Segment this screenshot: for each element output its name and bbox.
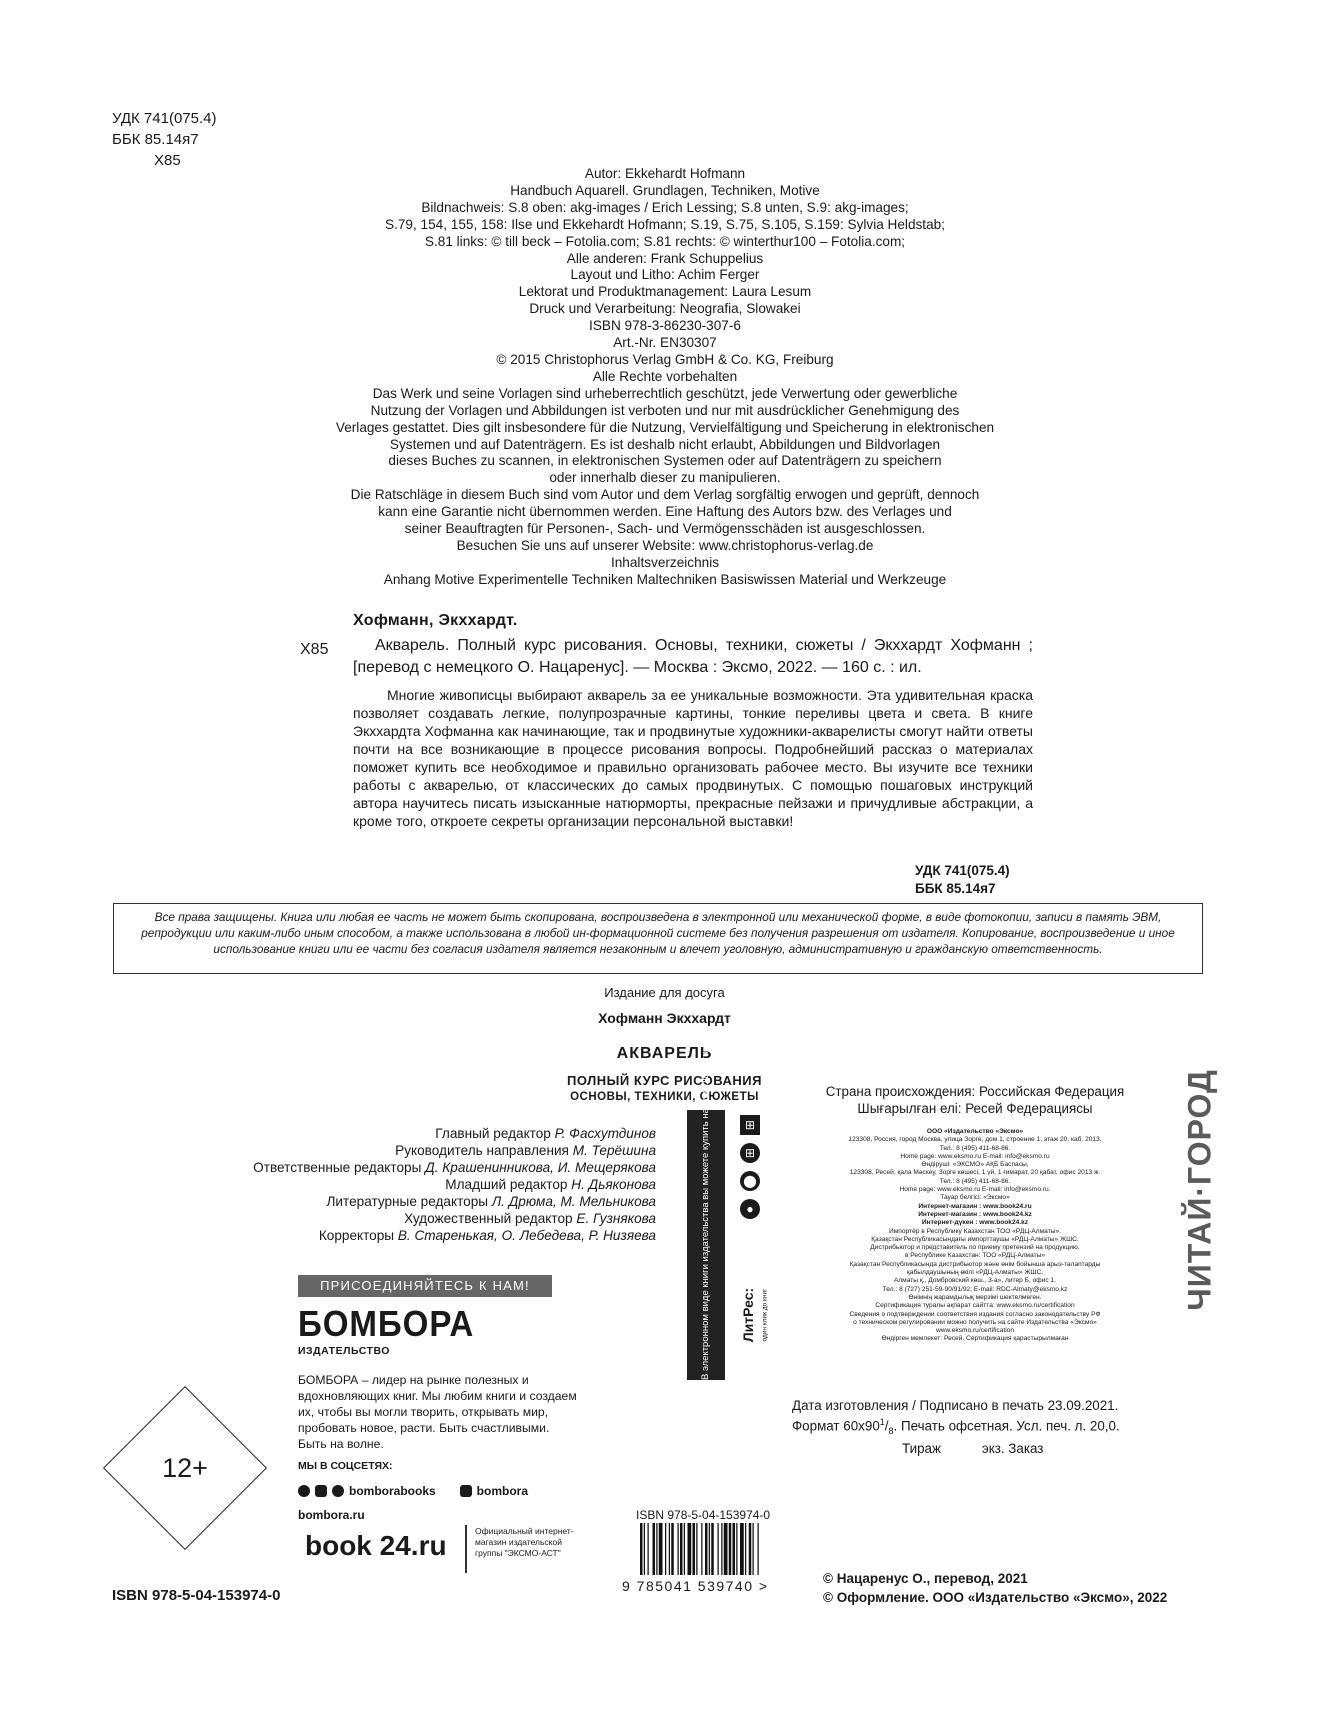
facebook-icon bbox=[298, 1485, 310, 1497]
windows-icon: ⊞ bbox=[740, 1115, 760, 1135]
udk-block-right bbox=[915, 862, 1010, 898]
barcode-bar bbox=[709, 1523, 710, 1575]
barcode-bar bbox=[696, 1523, 697, 1575]
edition-subtitle-secondary: ОСНОВЫ, ТЕХНИКИ, СЮЖЕТЫ bbox=[570, 1091, 759, 1103]
publisher-line: Home page: www.eksmo.ru E-mail: info@eksmo.ru. bbox=[899, 1186, 1051, 1194]
litres-logo: ЛитРес: bbox=[740, 1287, 756, 1343]
publisher-line: Тел.: 8 (495) 411-68-86. bbox=[939, 1177, 1011, 1185]
publisher-line: қабылдаушының өкілі «РДЦ-Алматы» ЖШС, bbox=[906, 1269, 1044, 1277]
imprint-line: Verlages gestattet. Dies gilt insbesondere für die Nutzung, Vervielfältigung und Speicherung in elektronischen bbox=[335, 419, 995, 435]
print-date: Дата изготовления / Подписано в печать 23.09.2021. bbox=[792, 1398, 1119, 1413]
publisher-line: Тел.: 8 (495) 411-68-86. bbox=[939, 1144, 1011, 1152]
publisher-line: www.eksmo.ru/certification bbox=[935, 1327, 1015, 1335]
publisher-line: Интернет-магазин : www.book24.ru bbox=[918, 1202, 1032, 1210]
country-of-origin bbox=[790, 1083, 1160, 1117]
udk-block-top bbox=[112, 108, 216, 171]
imprint-line: © 2015 Christophorus Verlag GmbH & Co. KG, Freiburg bbox=[496, 351, 834, 367]
imprint-line: S.81 links: © till beck – Fotolia.com; S.81 rechts: © winterthur100 – Fotolia.com; bbox=[424, 233, 906, 249]
barcode-isbn-label: ISBN 978-5-04-153974-0 bbox=[636, 1508, 771, 1522]
barcode-bar bbox=[740, 1523, 744, 1575]
social-links bbox=[298, 1484, 528, 1498]
publisher-line: Интернет-дүкен : www.book24.kz bbox=[921, 1219, 1029, 1227]
imprint-line: Layout und Litho: Achim Ferger bbox=[570, 267, 760, 283]
imprint-line: Bildnachweis: S.8 oben: akg-images / Erich Lessing; S.8 unten, S.9: akg-images; bbox=[421, 199, 909, 215]
barcode-bar bbox=[701, 1523, 702, 1575]
barcode-bar bbox=[736, 1523, 737, 1575]
barcode-bar bbox=[659, 1523, 663, 1575]
book24-description: Официальный интернет-магазин издательской группы "ЭКСМО-АСТ" bbox=[475, 1526, 574, 1558]
imprint-line: Alle Rechte vorbehalten bbox=[592, 368, 738, 384]
barcode-bar bbox=[680, 1523, 683, 1575]
chitai-gorod-logo: ЧИТАЙ·ГОРОД bbox=[1181, 1069, 1218, 1311]
print-info bbox=[792, 1397, 1120, 1457]
imprint-line: oder innerhalb dieser zu manipulieren. bbox=[549, 470, 781, 486]
social-handle[interactable]: bombora bbox=[476, 1484, 529, 1498]
original-imprint bbox=[280, 166, 1050, 589]
imprint-line: Die Ratschläge in diesem Buch sind vom Autor und dem Verlag sorgfältig erwogen und geprüft, dennoch bbox=[350, 487, 980, 503]
barcode-bar bbox=[653, 1523, 656, 1575]
apple-icon: ● bbox=[740, 1199, 760, 1219]
divider bbox=[465, 1525, 467, 1573]
litres-strip-text: В электронном виде книги издательства вы можете купить на www.litres.ru bbox=[700, 1051, 711, 1380]
barcode-bar bbox=[640, 1523, 643, 1575]
barcode-bar bbox=[678, 1523, 679, 1575]
imprint-line: seiner Beauftragten für Personen-, Sach- und Vermögensschäden ist ausgeschlossen. bbox=[404, 521, 926, 537]
editorial-staff bbox=[253, 1125, 656, 1244]
edition-subtitle: ПОЛНЫЙ КУРС РИСОВАНИЯ bbox=[567, 1073, 762, 1088]
edition-type: Издание для досуга bbox=[604, 985, 725, 1000]
barcode-bar bbox=[644, 1523, 645, 1575]
barcode-bar bbox=[724, 1523, 728, 1575]
windows-phone-icon: ⊞ bbox=[740, 1143, 760, 1163]
publisher-line: Сертификация туралы ақпарат сайтта: www.eksmo.ru/certification bbox=[875, 1302, 1075, 1310]
staff-line: Главный редактор Р. Фасхутдинов bbox=[435, 1126, 656, 1141]
barcode-bar bbox=[758, 1523, 759, 1575]
instagram-icon bbox=[332, 1485, 344, 1497]
imprint-line: kann eine Garantie nicht übernommen werden. Eine Haftung des Autors bzw. des Verlages und bbox=[378, 504, 952, 520]
imprint-line: Handbuch Aquarell. Grundlagen, Techniken, Motive bbox=[510, 182, 820, 198]
imprint-line: Anhang Motive Experimentelle Techniken Maltechniken Basiswissen Material und Werkzeuge bbox=[383, 571, 947, 587]
imprint-line: Systemen und auf Datenträgern. Es ist deshalb nicht erlaubt, Abbildungen und Bildvorlagen bbox=[389, 436, 941, 452]
barcode-bar bbox=[665, 1523, 666, 1575]
barcode-bar bbox=[718, 1523, 719, 1575]
staff-line: Корректоры В. Старенькая, О. Лебедева, Р. Низяева bbox=[318, 1228, 656, 1243]
print-run: Тираж экз. Заказ bbox=[902, 1441, 1044, 1457]
join-us-banner: ПРИСОЕДИНЯЙТЕСЬ К НАМ! bbox=[298, 1275, 552, 1297]
publisher-line: Қазақстан Республикасындағы импорттаушы «РДЦ-Алматы» ЖШС. bbox=[871, 1235, 1079, 1243]
isbn-footer: ISBN 978-5-04-153974-0 bbox=[112, 1587, 281, 1604]
barcode-bar bbox=[733, 1523, 736, 1575]
barcode-bar bbox=[711, 1523, 714, 1575]
imprint-line: Inhaltsverzeichnis bbox=[610, 554, 720, 570]
yandex-zen-icon bbox=[460, 1485, 472, 1497]
barcode-bar bbox=[729, 1523, 732, 1575]
barcode-bar bbox=[749, 1523, 752, 1575]
imprint-line: Das Werk und seine Vorlagen sind urheberrechtlich geschützt, jede Verwertung oder gewerbliche bbox=[372, 385, 958, 401]
bombora-description: БОМБОРА – лидер на рынке полезных и вдохновляющих книг. Мы любим книги и создаем их, чтобы вы могли творить, открывать мир, пробовать новое, расти. Быть счастливыми. Быть на волне. bbox=[298, 1373, 577, 1451]
barcode-bar bbox=[648, 1523, 649, 1575]
publisher-line: Тауар белгісі: «Эксмо» bbox=[940, 1194, 1010, 1202]
imprint-line: Nutzung der Vorlagen und Abbildungen ist verboten und nur mit ausdrücklicher Genehmigung des bbox=[370, 402, 960, 418]
barcode-digits: 9 785041 539740 > bbox=[622, 1578, 769, 1594]
android-icon: ⬤ bbox=[740, 1171, 760, 1191]
bibliographic-class-mark: Х85 bbox=[300, 641, 329, 658]
publisher-line: Өнімнің жарамдылық мерзімі шектелмеген. bbox=[908, 1293, 1042, 1301]
edition-author: Хофманн Экххардт bbox=[598, 1010, 731, 1026]
social-handle[interactable]: bomborabooks bbox=[349, 1484, 436, 1498]
bombora-logo-subtitle: ИЗДАТЕЛЬСТВО bbox=[298, 1345, 390, 1357]
barcode-bar bbox=[745, 1523, 746, 1575]
staff-line: Художественный редактор Е. Гузнякова bbox=[404, 1211, 656, 1226]
imprint-line: Alle anderen: Frank Schuppelius bbox=[566, 250, 764, 266]
staff-line: Младший редактор Н. Дьяконова bbox=[445, 1177, 656, 1192]
bbk-code: ББК 85.14я7 bbox=[915, 881, 996, 896]
rights-notice-box: Все права защищены. Книга или любая ее часть не может быть скопирована, воспроизведена в электронной или механической форме, в виде фотокопии, записи в память ЭВМ, репродукции или каким-либо иным способом, а также использована в любой ин-формационной системе без получения разрешения от издателя. Копирование, воспроизведение и иное использование книги или ее части без согласия издателя является незаконным и влечет уголовную, административную и гражданскую ответственность. bbox=[113, 903, 1203, 974]
publisher-line: Сведения о подтверждении соответствия издания согласно законодательству РФ bbox=[849, 1310, 1101, 1318]
imprint-line: Lektorat und Produktmanagement: Laura Lesum bbox=[518, 284, 812, 300]
publisher-line: 123308, Ресей, қала Мәскеу, Зорге көшесі, 1 үй, 1 ғимарат, 20 қабат, офис 2013 ж. bbox=[849, 1169, 1101, 1177]
publisher-line: ООО «Издательство «Эксмо» bbox=[926, 1128, 1024, 1135]
print-format: Формат $60x90^1/_8$. Печать офсетная. Усл. печ. л. 20,0. bbox=[792, 1417, 1120, 1437]
publisher-info bbox=[800, 1128, 1150, 1344]
edition-title: АКВАРЕЛЬ bbox=[616, 1045, 713, 1062]
barcode-bar bbox=[684, 1523, 685, 1575]
publisher-line: 123308, Россия, город Москва, улица Зорге, дом 1, строение 1, этаж 20, каб. 2013. bbox=[848, 1136, 1102, 1144]
litres-logo-subtitle: один клик до книг bbox=[761, 1288, 769, 1342]
imprint-line: dieses Buches zu scannen, in elektronischen Systemen oder auf Datenträgern zu speichern bbox=[388, 453, 942, 469]
staff-line: Ответственные редакторы Д. Крашенинникова, И. Мещерякова bbox=[253, 1160, 656, 1175]
copyright-line: © Оформление. ООО «Издательство «Эксмо», 2022 bbox=[823, 1590, 1168, 1605]
publisher-line: Өндірген мемлекет: Ресей. Сертификация қарастырылмаған bbox=[881, 1335, 1069, 1343]
author-mark: Х85 bbox=[154, 152, 181, 169]
age-rating-badge bbox=[127, 1410, 243, 1526]
publisher-line: Дистрибьютор и представитель по приему претензий на продукцию, bbox=[870, 1244, 1080, 1252]
publisher-line: Импортёр в Республику Казахстан ТОО «РДЦ-Алматы». bbox=[889, 1227, 1061, 1235]
barcode-bar bbox=[721, 1523, 722, 1575]
publisher-line: Өндіруші: «ЭКСМО» АҚБ Баспасы, bbox=[921, 1161, 1029, 1169]
imprint-line: ISBN 978-3-86230-307-6 bbox=[589, 318, 741, 334]
staff-line: Руководитель направления М. Терёшина bbox=[395, 1143, 656, 1158]
publisher-line: Алматы қ., Домбровский көш., 3-а», литер Б, офис 1. bbox=[893, 1277, 1057, 1285]
imprint-line: Besuchen Sie uns auf unserer Website: www.christophorus-verlag.de bbox=[456, 537, 874, 553]
imprint-line: Art.-Nr. EN30307 bbox=[613, 335, 717, 351]
barcode-bar bbox=[656, 1523, 657, 1575]
platform-icons bbox=[737, 1115, 763, 1219]
bibliographic-description: Акварель. Полный курс рисования. Основы, техники, сюжеты / Экххардт Хофманн ; [перевод с немецкого О. Нацаренус]. — Москва : Эксмо, 2022. — 160 с. : ил. bbox=[353, 637, 1033, 676]
bombora-logo: БОМБОРА bbox=[298, 1303, 475, 1344]
book24-logo: book 24.ru bbox=[305, 1530, 447, 1561]
publisher-line: Home page: www.eksmo.ru E-mail: info@eksmo.ru bbox=[900, 1152, 1050, 1160]
copyright-block bbox=[823, 1569, 1167, 1607]
imprint-line: Druck und Verarbeitung: Neografia, Slowakei bbox=[529, 301, 801, 317]
barcode-bar bbox=[705, 1523, 708, 1575]
barcode-bar bbox=[693, 1523, 696, 1575]
staff-line: Литературные редакторы Л. Дрюма, М. Мельникова bbox=[326, 1194, 656, 1209]
social-heading: МЫ В СОЦСЕТЯХ: bbox=[298, 1460, 393, 1472]
age-rating-text: 12+ bbox=[162, 1453, 208, 1483]
publisher-line: Тел.: 8 (727) 251-59-90/91/92; E-mail: RDC-Almaty@eksmo.kz bbox=[882, 1285, 1068, 1293]
imprint-line: Autor: Ekkehardt Hofmann bbox=[584, 166, 746, 181]
imprint-line: S.79, 154, 155, 158: Ilse und Ekkehardt Hofmann; S.19, S.75, S.105, S.159: Sylvia Heldstab; bbox=[385, 216, 945, 232]
udk-code: УДК 741(075.4) bbox=[915, 863, 1010, 878]
barcode-bar bbox=[688, 1523, 692, 1575]
country-line: Страна происхождения: Российская Федерация bbox=[825, 1084, 1125, 1099]
bibliographic-author: Хофманн, Экххардт. bbox=[353, 612, 518, 629]
barcode-bar bbox=[671, 1523, 674, 1575]
book-annotation: Многие живописцы выбирают акварель за ее уникальные возможности. Эта удивительная краска позволяет создавать легкие, полупрозрачные картины, тонкие переливы цвета и света. В книге Экххардта Хофманна как начинающие, так и продвинутые художники-акварелисты смогут найти ответы почти на все возникающие в процессе рисования вопросы. Подробнейший рассказ о материалах поможет купить все необходимое и правильно организовать рабочее место. Вы изучите все техники работы с акварелью, от классических до самых продвинутых. С помощью пошаговых инструкций автора научитесь писать изысканные натюрморты, прекрасные пейзажи и причудливые абстракции, а кроме того, откроете секреты организации персональной выставки! bbox=[353, 687, 1033, 829]
country-line: Шығарылған елі: Ресей Федерациясы bbox=[857, 1101, 1093, 1116]
vk-icon bbox=[315, 1485, 327, 1497]
barcode-bar bbox=[753, 1523, 754, 1575]
udk-code: УДК 741(075.4) bbox=[112, 110, 217, 127]
copyright-line: © Нацаренус О., перевод, 2021 bbox=[823, 1571, 1028, 1586]
bbk-code: ББК 85.14я7 bbox=[112, 131, 199, 148]
bombora-website[interactable]: bombora.ru bbox=[298, 1508, 365, 1522]
publisher-line: в Республике Казахстан: ТОО «РДЦ-Алматы» bbox=[904, 1252, 1046, 1260]
barcode bbox=[640, 1523, 800, 1575]
publisher-line: Интернет-магазин : www.book24.kz bbox=[918, 1210, 1032, 1218]
publisher-line: Қазақстан Республикасында дистрибьютор және өнім бойынша арыз-талаптарды bbox=[849, 1260, 1101, 1268]
barcode-bar bbox=[669, 1523, 670, 1575]
publisher-line: о техническом регулировании можно получить на сайте Издательства «Эксмо» bbox=[853, 1318, 1097, 1326]
